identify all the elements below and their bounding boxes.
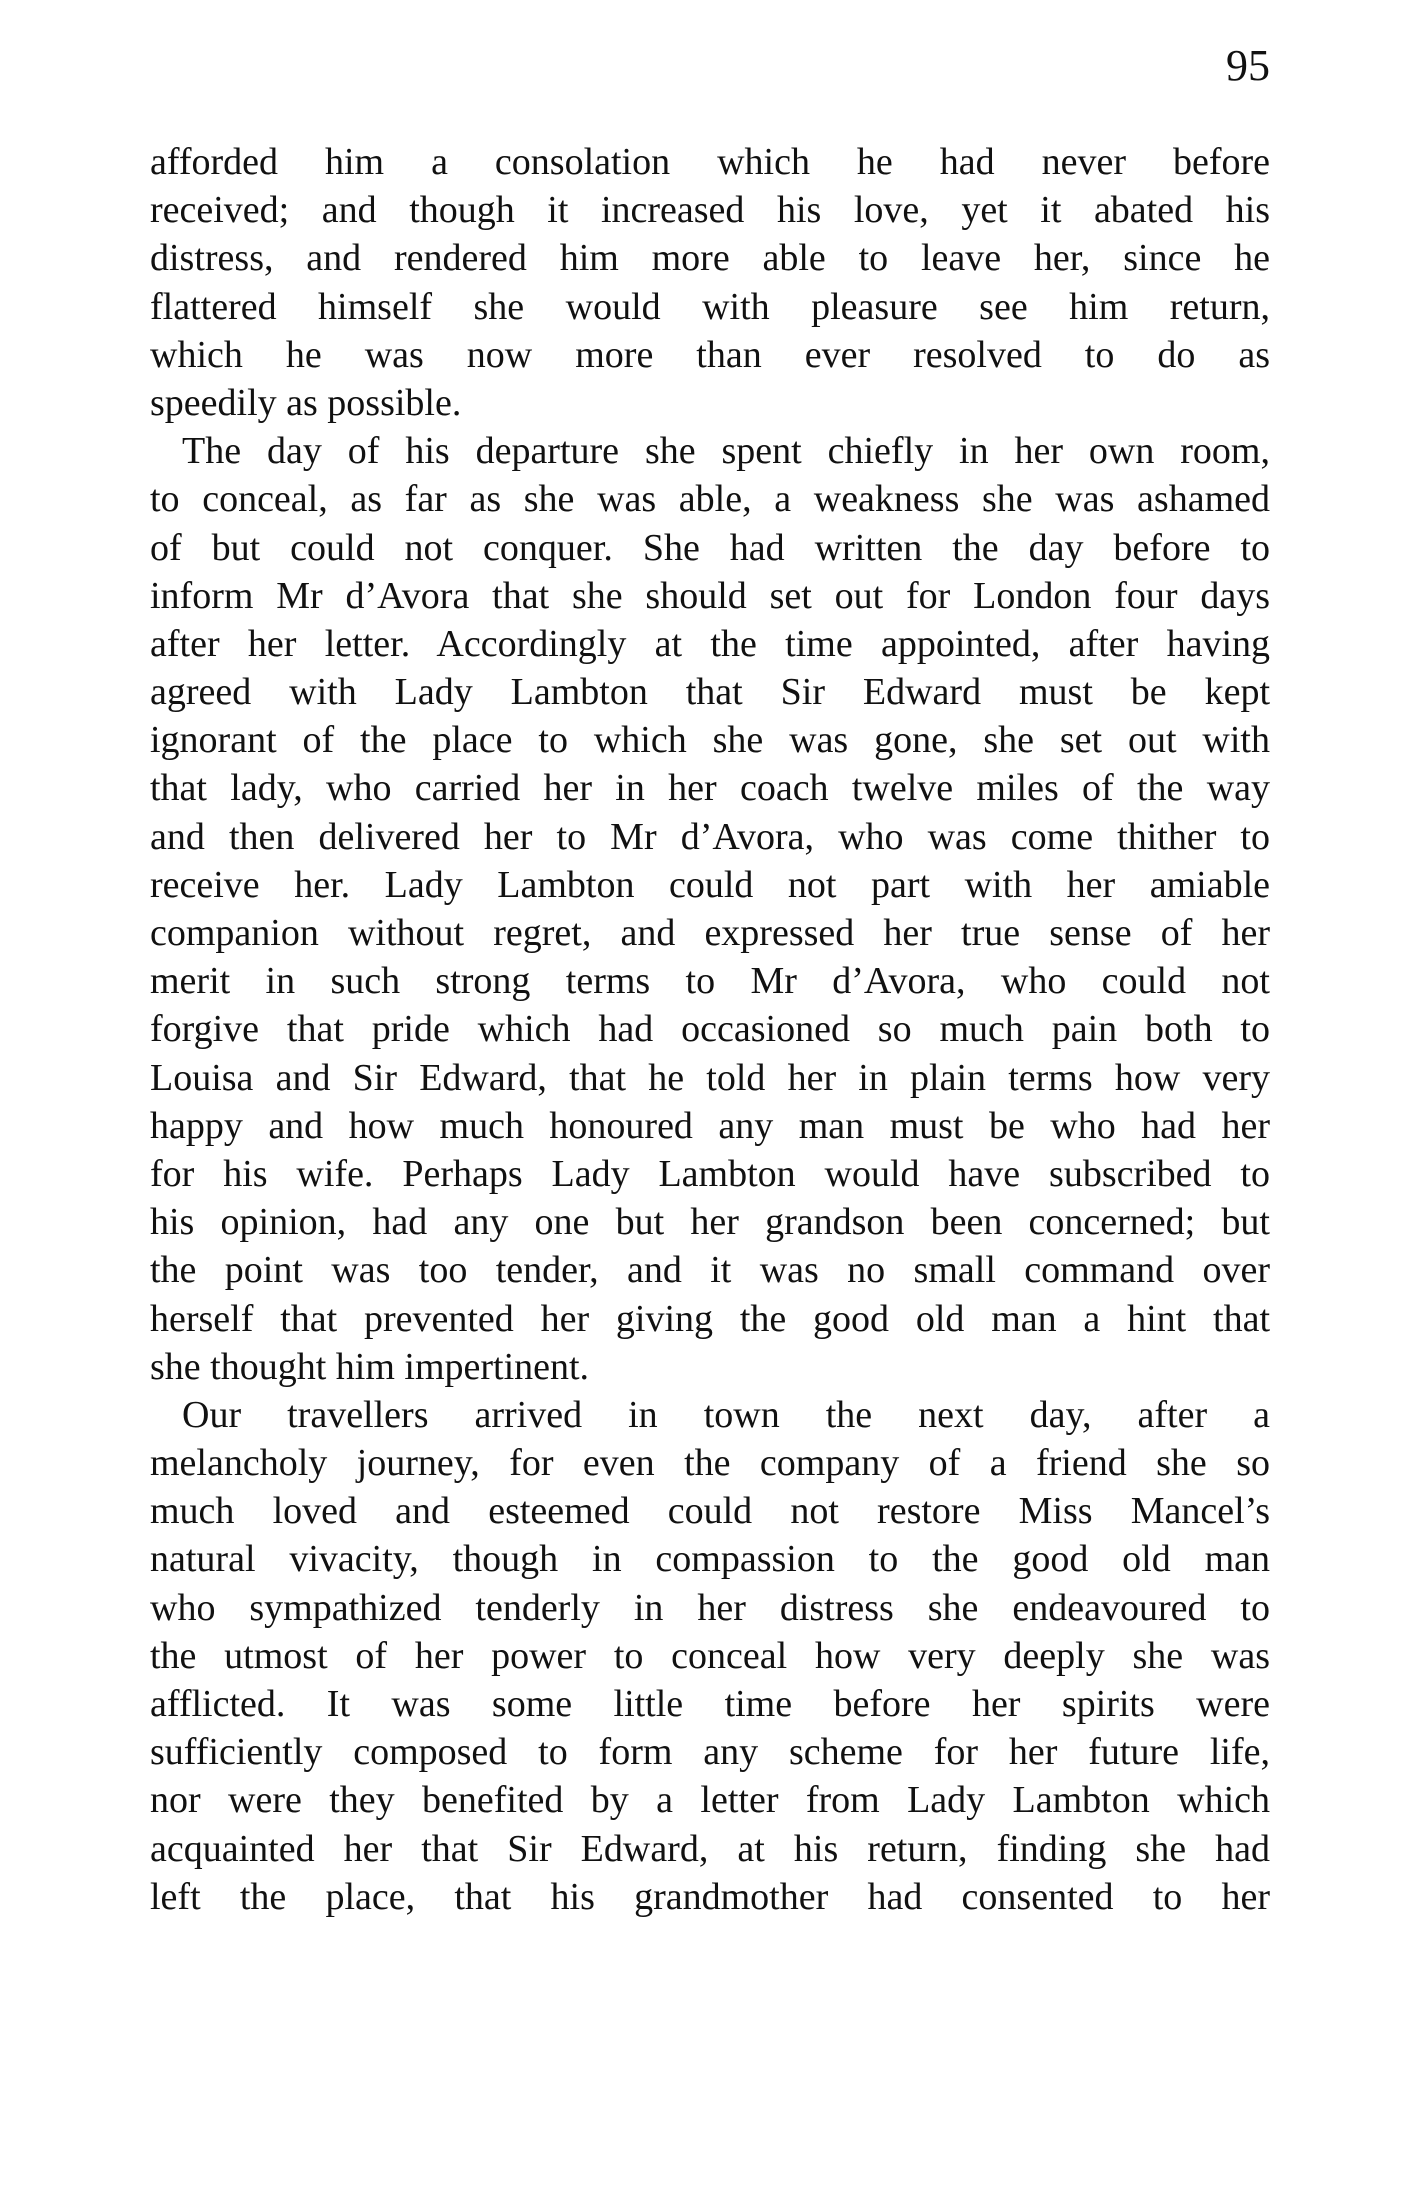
text-line: Our travellers arrived in town the next day, after a (182, 1393, 1270, 1436)
text-line: to conceal, as far as she was able, a weakness she was ashamed (150, 478, 1270, 521)
text-line: herself that prevented her giving the good old man a hint that (150, 1297, 1270, 1340)
text-line: natural vivacity, though in compassion to the good old man (150, 1538, 1270, 1581)
text-line: receive her. Lady Lambton could not part with her amiable (150, 863, 1270, 906)
text-line: agreed with Lady Lambton that Sir Edward must be kept (150, 671, 1270, 714)
text-line: happy and how much honoured any man must be who had her (150, 1104, 1270, 1147)
text-line: of but could not conquer. She had written the day before to (150, 526, 1270, 569)
text-line: melancholy journey, for even the company of a friend she so (150, 1442, 1270, 1485)
text-line: distress, and rendered him more able to leave her, since he (150, 237, 1270, 280)
page-number: 95 (1226, 41, 1270, 90)
text-line: speedily as possible. (150, 381, 462, 424)
text-line: forgive that pride which had occasioned so much pain both to (150, 1008, 1270, 1051)
text-line: for his wife. Perhaps Lady Lambton would have subscribed to (150, 1152, 1270, 1195)
text-line: ignorant of the place to which she was gone, she set out with (150, 719, 1270, 762)
body-text (150, 138, 1270, 1921)
text-line: companion without regret, and expressed her true sense of her (150, 912, 1270, 954)
text-line: inform Mr d’Avora that she should set out for London four days (150, 574, 1270, 617)
text-line: his opinion, had any one but her grandson been concerned; but (150, 1201, 1270, 1244)
text-line: the point was too tender, and it was no small command over (150, 1249, 1270, 1292)
text-line: the utmost of her power to conceal how very deeply she was (150, 1634, 1270, 1677)
text-line: she thought him impertinent. (150, 1345, 590, 1388)
text-line: Louisa and Sir Edward, that he told her in plain terms how very (150, 1056, 1270, 1099)
text-line: sufficiently composed to form any scheme for her future life, (150, 1731, 1270, 1774)
text-line: that lady, who carried her in her coach twelve miles of the way (150, 767, 1270, 810)
text-line: The day of his departure she spent chiefly in her own room, (182, 430, 1270, 473)
text-line: afflicted. It was some little time before her spirits were (150, 1683, 1270, 1725)
text-line: flattered himself she would with pleasure see him return, (150, 285, 1270, 328)
text-line: and then delivered her to Mr d’Avora, who was come thither to (150, 815, 1270, 858)
text-line: left the place, that his grandmother had consented to her (150, 1875, 1270, 1918)
text-line: afforded him a consolation which he had never before (150, 141, 1270, 183)
text-line: nor were they benefited by a letter from Lady Lambton which (150, 1779, 1270, 1822)
text-line: acquainted her that Sir Edward, at his return, finding she had (150, 1827, 1270, 1870)
text-line: merit in such strong terms to Mr d’Avora, who could not (150, 960, 1270, 1003)
text-line: received; and though it increased his love, yet it abated his (150, 189, 1270, 232)
text-line: which he was now more than ever resolved to do as (150, 333, 1270, 376)
text-line: who sympathized tenderly in her distress she endeavoured to (150, 1586, 1270, 1629)
text-line: after her letter. Accordingly at the time appointed, after having (150, 622, 1270, 665)
text-line: much loved and esteemed could not restore Miss Mancel’s (150, 1490, 1270, 1533)
